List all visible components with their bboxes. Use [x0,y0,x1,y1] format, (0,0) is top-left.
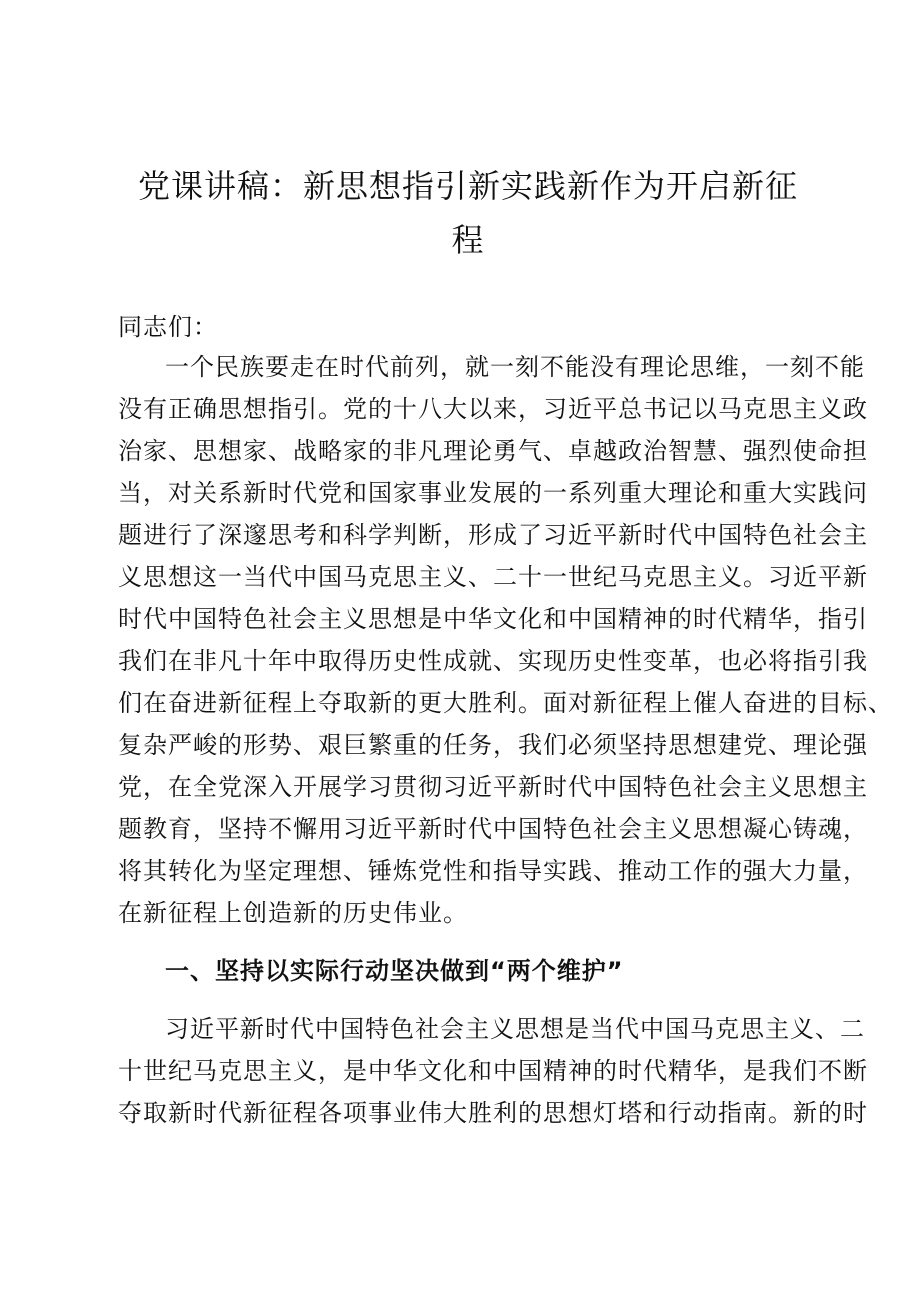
paragraph-1-line: 治家、思想家、战略家的非凡理论勇气、卓越政治智慧、强烈使命担 [118,437,868,465]
paragraph-1-line: 将其转化为坚定理想、锤炼党性和指导实践、推动工作的强大力量， [118,857,868,885]
document-title-line-1: 党课讲稿：新思想指引新实践新作为开启新征 [137,167,798,205]
paragraph-1-line: 一个民族要走在时代前列，就一刻不能没有理论思维，一刻不能 [165,353,865,381]
paragraph-1-line: 党，在全党深入开展学习贯彻习近平新时代中国特色社会主义思想主 [118,773,868,801]
paragraph-1-line: 义思想这一当代中国马克思主义、二十一世纪马克思主义。习近平新 [118,563,868,591]
salutation: 同志们： [118,313,218,341]
paragraph-1-line: 当，对关系新时代党和国家事业发展的一系列重大理论和重大实践问 [118,479,868,507]
paragraph-2-line: 十世纪马克思主义，是中华文化和中国精神的时代精华，是我们不断 [118,1057,868,1085]
paragraph-1-line: 题进行了深邃思考和科学判断，形成了习近平新时代中国特色社会主 [118,521,868,549]
paragraph-1-line: 在新征程上创造新的历史伟业。 [118,899,468,927]
section-1-heading: 一、坚持以实际行动坚决做到“两个维护” [165,957,624,985]
paragraph-1-line: 我们在非凡十年中取得历史性成就、实现历史性变革，也必将指引我 [118,647,868,675]
paragraph-1-line: 没有正确思想指引。党的十八大以来，习近平总书记以马克思主义政 [118,395,868,423]
paragraph-2-line: 习近平新时代中国特色社会主义思想是当代中国马克思主义、二 [165,1015,865,1043]
paragraph-1-line: 题教育，坚持不懈用习近平新时代中国特色社会主义思想凝心铸魂， [118,815,868,843]
paragraph-1-line: 时代中国特色社会主义思想是中华文化和中国精神的时代精华，指引 [118,605,868,633]
paragraph-1-line: 复杂严峻的形势、艰巨繁重的任务，我们必须坚持思想建党、理论强 [118,731,868,759]
paragraph-2-line: 夺取新时代新征程各项事业伟大胜利的思想灯塔和行动指南。新的时 [118,1099,868,1127]
paragraph-1-line: 们在奋进新征程上夺取新的更大胜利。面对新征程上催人奋进的目标、 [118,689,893,717]
document-title-line-2: 程 [451,221,485,259]
